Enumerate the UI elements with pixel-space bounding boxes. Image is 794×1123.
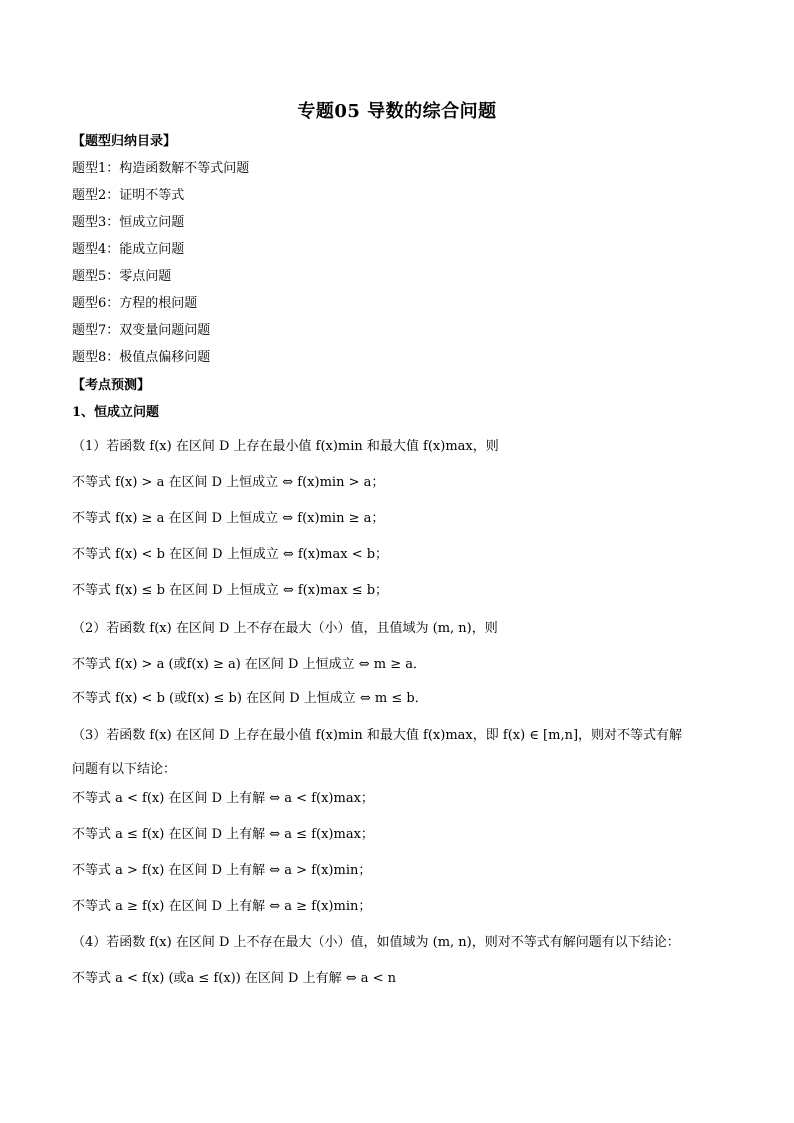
toc-header: 【题型归纳目录】 (72, 134, 177, 149)
page-title: 专题05 导数的综合问题 (297, 101, 497, 122)
toc-item: 题型5：零点问题 (72, 269, 172, 284)
toc-item: 题型4：能成立问题 (72, 242, 185, 257)
paragraph-line: 不等式 f(x) > a 在区间 D 上恒成立 ⇔ f(x)min > a； (72, 475, 385, 490)
paragraph-line: （2）若函数 f(x) 在区间 D 上不存在最大（小）值，且值域为 (m, n)，则 (72, 621, 498, 636)
toc-item: 题型8：极值点偏移问题 (72, 350, 211, 365)
paragraph-line: （1）若函数 f(x) 在区间 D 上存在最小值 f(x)min 和最大值 f(x)max，则 (72, 439, 499, 454)
paragraph-line: 问题有以下结论： (72, 762, 177, 777)
paragraph-line: 不等式 a < f(x) 在区间 D 上有解 ⇔ a < f(x)max； (72, 791, 374, 806)
toc-item: 题型1：构造函数解不等式问题 (72, 161, 250, 176)
toc-item: 题型2：证明不等式 (72, 188, 185, 203)
paragraph-line: （3）若函数 f(x) 在区间 D 上存在最小值 f(x)min 和最大值 f(x)max，即 f(x) ∈ [m,n]，则对不等式有解 (72, 728, 683, 743)
paragraph-line: 不等式 a ≥ f(x) 在区间 D 上有解 ⇔ a ≥ f(x)min； (72, 899, 372, 914)
paragraph-line: 不等式 f(x) > a (或f(x) ≥ a) 在区间 D 上恒成立 ⇔ m ≥ a． (72, 657, 427, 672)
paragraph-line: 不等式 f(x) ≤ b 在区间 D 上恒成立 ⇔ f(x)max ≤ b； (72, 583, 389, 598)
section-heading: 1、恒成立问题 (72, 405, 160, 420)
forecast-header: 【考点预测】 (72, 378, 151, 393)
toc-item: 题型3：恒成立问题 (72, 215, 185, 230)
toc-item: 题型6：方程的根问题 (72, 296, 198, 311)
paragraph-line: 不等式 f(x) < b 在区间 D 上恒成立 ⇔ f(x)max < b； (72, 547, 389, 562)
paragraph-line: 不等式 a > f(x) 在区间 D 上有解 ⇔ a > f(x)min； (72, 863, 372, 878)
paragraph-line: （4）若函数 f(x) 在区间 D 上不存在最大（小）值，如值域为 (m, n)，则对不等式有解问题有以下结论： (72, 935, 680, 950)
paragraph-line: 不等式 a ≤ f(x) 在区间 D 上有解 ⇔ a ≤ f(x)max； (72, 827, 374, 842)
paragraph-line: 不等式 f(x) ≥ a 在区间 D 上恒成立 ⇔ f(x)min ≥ a； (72, 511, 385, 526)
toc-item: 题型7：双变量问题问题 (72, 323, 211, 338)
paragraph-line: 不等式 f(x) < b (或f(x) ≤ b) 在区间 D 上恒成立 ⇔ m ≤ b． (72, 691, 428, 706)
paragraph-line: 不等式 a < f(x) (或a ≤ f(x)) 在区间 D 上有解 ⇔ a < n (72, 971, 397, 986)
